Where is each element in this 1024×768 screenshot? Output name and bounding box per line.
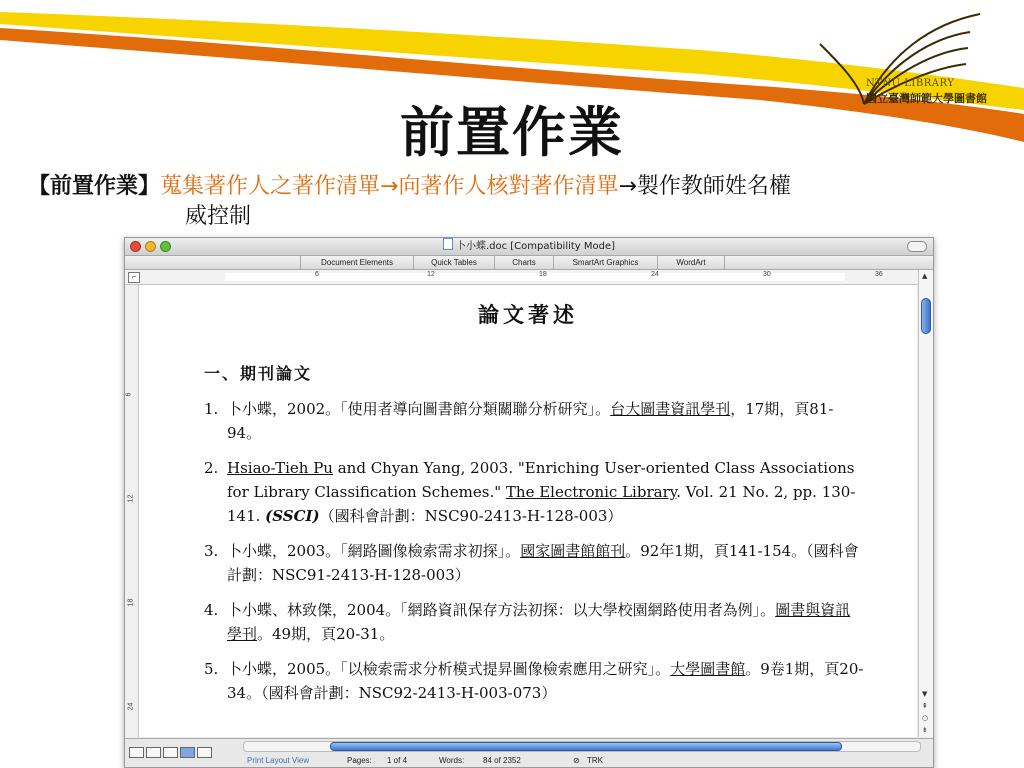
reference-text: 卜小蝶，2003。「網路圖像檢索需求初探」。 bbox=[227, 542, 521, 560]
print-layout-view-button[interactable] bbox=[180, 747, 195, 758]
document-icon bbox=[443, 238, 453, 250]
ruler-mark: 18 bbox=[539, 271, 547, 278]
horizontal-ruler[interactable] bbox=[125, 270, 933, 285]
vertical-ruler[interactable] bbox=[125, 285, 139, 737]
logo-text-zh: 國立臺灣師範大學圖書館 bbox=[866, 92, 987, 105]
view-mode-label: Print Layout View bbox=[247, 756, 310, 765]
vruler-mark: 12 bbox=[127, 494, 135, 503]
section-heading: 一、期刊論文 bbox=[204, 364, 313, 383]
reference-number: 5. bbox=[204, 660, 219, 678]
horizontal-scrollbar[interactable] bbox=[243, 741, 921, 752]
vruler-mark: 24 bbox=[127, 702, 135, 711]
outline-view-button[interactable] bbox=[146, 747, 161, 758]
tab-document-elements[interactable]: Document Elements bbox=[300, 256, 413, 269]
tab-charts[interactable]: Charts bbox=[494, 256, 553, 269]
reference-text: 。49期，頁20-31。 bbox=[257, 625, 395, 643]
tab-smartart-graphics[interactable]: SmartArt Graphics bbox=[553, 256, 657, 269]
ruler-mark: 6 bbox=[315, 271, 319, 278]
word-window bbox=[124, 237, 934, 768]
ruler-mark: 30 bbox=[763, 271, 771, 278]
tab-stop-selector[interactable]: ⌐ bbox=[128, 272, 140, 283]
ruler-mark: 36 bbox=[875, 271, 883, 278]
scroll-down-icon[interactable]: ▼ bbox=[922, 690, 928, 698]
track-changes-icon[interactable]: ⊘ bbox=[573, 756, 580, 765]
reference-text: . Vol. 21 No. 2, pp. 130-141. bbox=[227, 483, 856, 525]
reference-text: ，17期，頁81-94。 bbox=[227, 400, 834, 442]
notebook-view-button[interactable] bbox=[197, 747, 212, 758]
toolbar-toggle-button[interactable] bbox=[907, 241, 927, 252]
reference-text: 卜小蝶，2005。「以檢索需求分析模式提昇圖像檢索應用之研究」。 bbox=[227, 660, 671, 678]
pages-value: 1 of 4 bbox=[387, 756, 408, 765]
reference-list bbox=[204, 397, 864, 716]
journal-name: 國家圖書館館刊 bbox=[520, 542, 626, 560]
scroll-up-icon[interactable]: ▲ bbox=[922, 272, 928, 280]
draft-view-button[interactable] bbox=[129, 747, 144, 758]
reference-item bbox=[204, 456, 864, 528]
reference-number: 1. bbox=[204, 400, 219, 418]
task-arrow-2: → bbox=[618, 174, 637, 199]
task-step-collect: 蒐集著作人之著作清單 bbox=[160, 174, 381, 199]
reference-text: （國科會計劃：NSC90-2413-H-128-003） bbox=[319, 507, 623, 525]
publishing-view-button[interactable] bbox=[163, 747, 178, 758]
tab-quick-tables[interactable]: Quick Tables bbox=[413, 256, 494, 269]
reference-text: 。9卷1期，頁20-34。（國科會計劃：NSC92-2413-H-003-073） bbox=[227, 660, 864, 702]
window-title: 卜小蝶.doc [Compatibility Mode] bbox=[455, 241, 616, 252]
vruler-mark: 18 bbox=[127, 598, 135, 607]
document-title: 論文著述 bbox=[478, 302, 578, 327]
reference-text: and Chyan Yang, 2003. "Enriching User-oriented Class Associations for Library Classification Schemes." bbox=[227, 459, 855, 501]
vertical-scrollbar[interactable] bbox=[918, 270, 933, 737]
window-titlebar[interactable] bbox=[125, 238, 933, 256]
task-step-verify: 向著作人核對著作清單 bbox=[398, 174, 619, 199]
vertical-scroll-thumb[interactable] bbox=[921, 298, 931, 334]
task-description bbox=[28, 172, 1018, 232]
author-name: Hsiao-Tieh Pu bbox=[227, 459, 333, 477]
task-label: 【前置作業】 bbox=[28, 174, 161, 199]
previous-page-icon[interactable]: ⇞ bbox=[922, 702, 928, 710]
reference-item bbox=[204, 657, 864, 705]
ruler-mark: 24 bbox=[651, 271, 659, 278]
ruler-mark: 12 bbox=[427, 271, 435, 278]
reference-text: 卜小蝶，2002。「使用者導向圖書館分類關聯分析研究」。 bbox=[227, 400, 611, 418]
status-bar bbox=[125, 738, 933, 767]
reference-number: 2. bbox=[204, 459, 219, 477]
tab-wordart[interactable]: WordArt bbox=[657, 256, 725, 269]
vruler-mark: 6 bbox=[125, 392, 133, 397]
zoom-window-button[interactable] bbox=[160, 241, 171, 252]
reference-text: 。92年1期，頁141-154。（國科會計劃：NSC91-2413-H-128-003） bbox=[227, 542, 859, 584]
reference-number: 3. bbox=[204, 542, 219, 560]
journal-name: 圖書與資訊學刊 bbox=[227, 601, 851, 643]
journal-name: 大學圖書館 bbox=[670, 660, 746, 678]
journal-name: 台大圖書資訊學刊 bbox=[610, 400, 731, 418]
horizontal-scroll-thumb[interactable] bbox=[330, 742, 842, 751]
track-changes-label[interactable]: TRK bbox=[587, 756, 603, 765]
task-step-authority-cont: 威控制 bbox=[185, 204, 252, 229]
minimize-window-button[interactable] bbox=[145, 241, 156, 252]
ribbon bbox=[125, 256, 933, 270]
task-arrow-1: → bbox=[380, 174, 399, 199]
reference-text: 卜小蝶、林致傑，2004。「網路資訊保存方法初探：以大學校園網路使用者為例」。 bbox=[227, 601, 776, 619]
journal-name: The Electronic Library bbox=[505, 483, 677, 501]
reference-item bbox=[204, 397, 864, 445]
browse-object-icon[interactable]: ○ bbox=[922, 714, 929, 722]
close-window-button[interactable] bbox=[130, 241, 141, 252]
slide-title: 前置作業 bbox=[400, 101, 624, 165]
next-page-icon[interactable]: ⇟ bbox=[922, 726, 928, 734]
view-buttons bbox=[129, 747, 212, 758]
reference-number: 4. bbox=[204, 601, 219, 619]
document-page[interactable] bbox=[139, 285, 917, 737]
reference-item bbox=[204, 539, 864, 587]
pages-label: Pages: bbox=[347, 756, 372, 765]
task-step-authority: 製作教師姓名權 bbox=[636, 174, 791, 199]
logo-text-en: NTNU LIBRARY bbox=[866, 78, 955, 89]
reference-item bbox=[204, 598, 864, 646]
words-value: 84 of 2352 bbox=[483, 756, 521, 765]
index-tag: (SSCI) bbox=[265, 507, 320, 525]
ntnu-library-logo bbox=[800, 4, 1024, 124]
words-label: Words: bbox=[439, 756, 465, 765]
